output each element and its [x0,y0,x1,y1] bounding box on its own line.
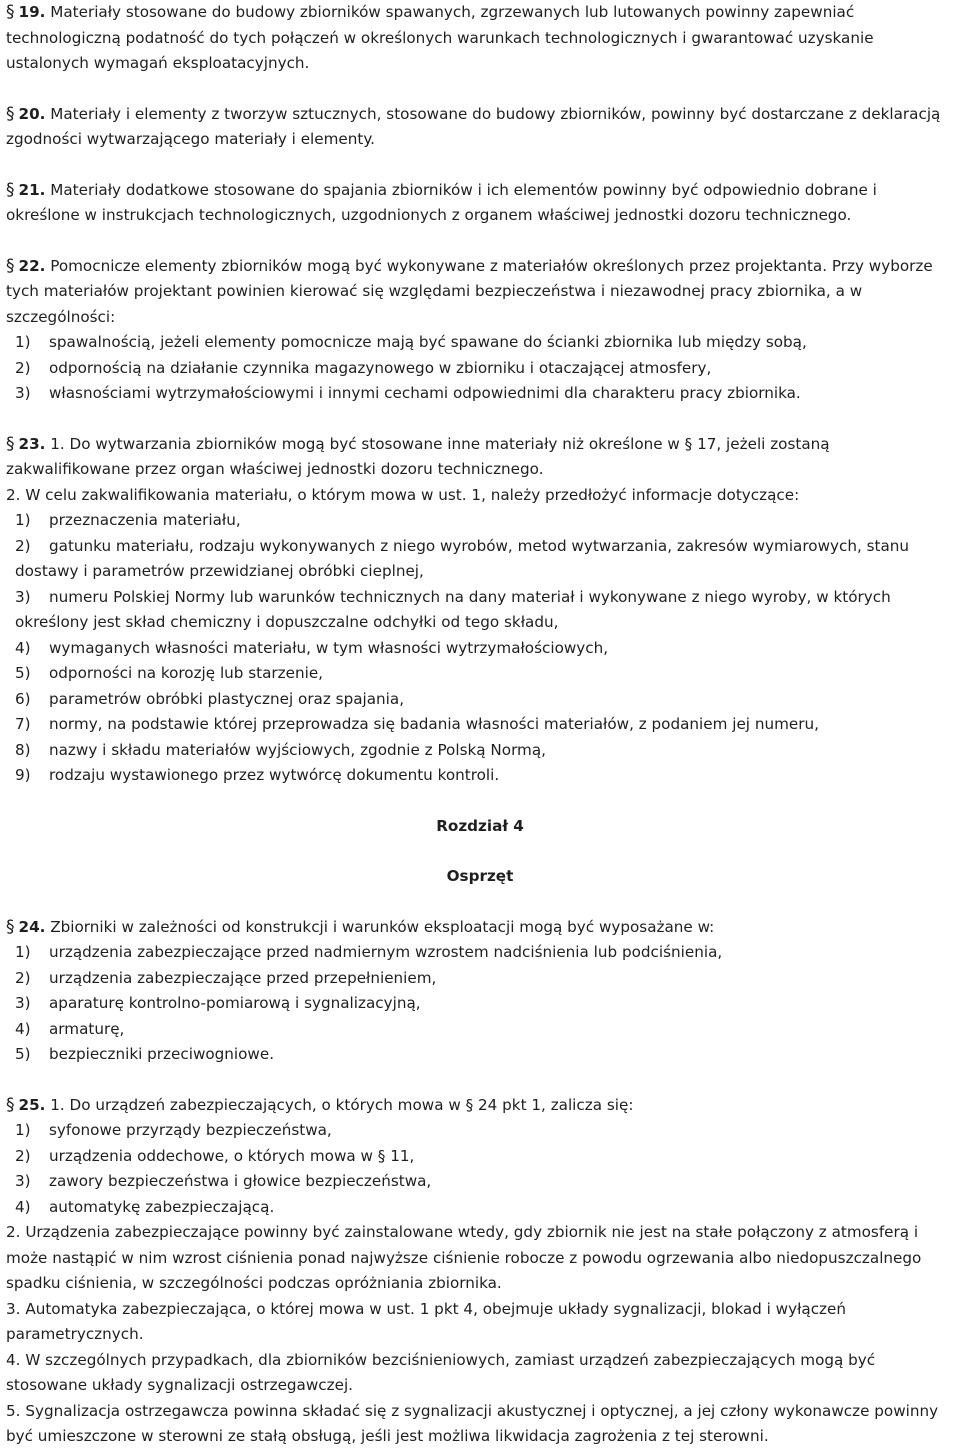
section-sign: § [6,1094,15,1115]
section-number: 24. [18,917,46,936]
section-sign: § [6,103,15,124]
section-19 [6,0,954,77]
section-sign: § [6,433,15,454]
list-item: 3) własnościami wytrzymałościowymi i innymi cechami odpowiednimi dla charakteru pracy zbiornika. [15,384,801,402]
chapter-subtitle: Osprzęt [446,867,514,885]
list-item: 4) wymaganych własności materiału, w tym własności wytrzymałościowych, [15,638,609,657]
section-number: 23. [18,434,46,453]
section-text: Pomocnicze elementy zbiorników mogą być wykonywane z materiałów określonych przez projektanta. Przy wyborze tych materiałów projektant powinien kierować się względami bezpieczeństwa i niezawodnej pracy zbiornika, a w szczególności: [6,256,933,326]
section-sign: § [6,2,15,22]
section-number: 19. [18,3,46,21]
section-paragraph: 3. Automatyka zabezpieczająca, o której mowa w ust. 1 pkt 4, obejmuje układy sygnalizacji, blokad i wyłączeń parametrycznych. [6,1299,846,1343]
list-item: 6) parametrów obróbki plastycznej oraz spajania, [15,689,405,708]
section-paragraph: 5. Sygnalizacja ostrzegawcza powinna składać się z sygnalizacji akustycznej i optycznej, a jej człony wykonawcze powinny być umieszczone w sterowni ze stałą obsługą, jeśli jest możliwa likwidacja zagrożenia z tej sterowni. [6,1401,939,1445]
section-number: 20. [18,104,46,123]
section-25 [6,1093,954,1119]
section-sign: § [6,179,15,200]
section-sign: § [6,916,15,937]
section-text: Materiały dodatkowe stosowane do spajania zbiorników i ich elementów powinny być odpowiednio dobrane i określone w instrukcjach technologicznych, uzgodnionych z organem właściwej jednostki dozoru technicznego. [6,180,877,224]
list-item: 9) rodzaju wystawionego przez wytwórcę dokumentu kontroli. [15,766,500,784]
list-item: 5) bezpieczniki przeciwogniowe. [15,1045,275,1063]
list-item: 1) przeznaczenia materiału, [15,511,241,529]
section-text: 1. Do wytwarzania zbiorników mogą być stosowane inne materiały niż określone w § 17, jeżeli zostaną zakwalifikowane przez organ właściwej jednostki dozoru technicznego. [6,434,830,478]
section-text: Materiały i elementy z tworzyw sztucznych, stosowane do budowy zbiorników, powinny być dostarczane z deklaracją zgodności wytwarzającego materiały i elementy. [6,104,941,148]
list-item: 3) aparaturę kontrolno-pomiarową i sygnalizacyjną, [15,994,421,1012]
section-paragraph: 2. Urządzenia zabezpieczające powinny być zainstalowane wtedy, gdy zbiornik nie jest na stałe połączony z atmosferą i może nastąpić w nim wzrost ciśnienia ponad najwyższe ciśnienie robocze z powodu ogrzewania albo niedopuszczalnego spadku ciśnienia, w szczególności podczas opróżniania zbiornika. [6,1223,922,1292]
list-item: 3) zawory bezpieczeństwa i głowice bezpieczeństwa, [15,1172,432,1190]
section-number: 22. [18,256,46,275]
list-item: 2) odpornością na działanie czynnika magazynowego w zbiorniku i otaczającej atmosfery, [15,358,712,377]
section-20 [6,102,954,153]
list-item: 2) urządzenia zabezpieczające przed przepełnieniem, [15,968,437,987]
list-item: 2) urządzenia oddechowe, o których mowa w § 11, [15,1146,415,1165]
section-24 [6,915,954,941]
section-text: 1. Do urządzeń zabezpieczających, o których mowa w § 24 pkt 1, zalicza się: [50,1095,634,1114]
section-23 [6,432,954,483]
section-22 [6,254,954,331]
chapter-title: Rozdział 4 [436,816,524,835]
list-item: 3) numeru Polskiej Normy lub warunków technicznych na dany materiał i wykonywane z niego wyroby, w których określony jest skład chemiczny i dopuszczalne odchyłki od tego składu, [15,587,891,631]
list-item: 4) armaturę, [15,1019,125,1038]
section-number: 25. [18,1095,46,1114]
section-text: Materiały stosowane do budowy zbiorników spawanych, zgrzewanych lub lutowanych powinny zapewniać technologiczną podatność do tych połączeń w określonych warunkach technologicznych i gwarantować uzyskanie ustalonych wymagań eksploatacyjnych. [6,3,874,72]
list-item: 1) syfonowe przyrządy bezpieczeństwa, [15,1121,332,1139]
section-paragraph: 2. W celu zakwalifikowania materiału, o którym mowa w ust. 1, należy przedłożyć informacje dotyczące: [6,485,800,504]
section-number: 21. [18,180,46,199]
list-item: 2) gatunku materiału, rodzaju wykonywanych z niego wyrobów, metod wytwarzania, zakresów wymiarowych, stanu dostawy i parametrów przewidzianej obróbki cieplnej, [15,536,910,580]
list-item: 7) normy, na podstawie której przeprowadza się badania własności materiałów, z podaniem jej numeru, [15,715,819,733]
section-21 [6,178,954,229]
section-paragraph: 4. W szczególnych przypadkach, dla zbiorników bezciśnieniowych, zamiast urządzeń zabezpieczających mogą być stosowane układy sygnalizacji ostrzegawczej. [6,1350,876,1394]
list-item: 4) automatykę zabezpieczającą. [15,1197,275,1216]
section-text: Zbiorniki w zależności od konstrukcji i warunków eksploatacji mogą być wyposażane w: [50,917,715,936]
list-item: 8) nazwy i składu materiałów wyjściowych, zgodnie z Polską Normą, [15,740,546,759]
list-item: 1) urządzenia zabezpieczające przed nadmiernym wzrostem nadciśnienia lub podciśnienia, [15,943,723,961]
list-item: 5) odporności na korozję lub starzenie, [15,664,324,682]
list-item: 1) spawalnością, jeżeli elementy pomocnicze mają być spawane do ścianki zbiornika lub między sobą, [15,333,807,351]
section-sign: § [6,255,15,276]
